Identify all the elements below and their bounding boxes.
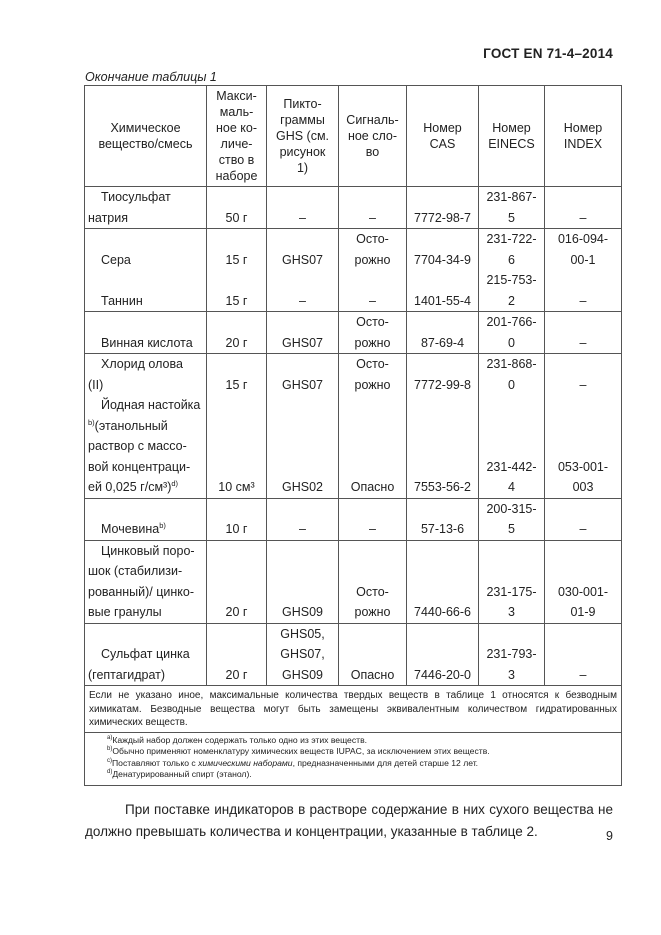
table-row [85, 395, 622, 498]
cell-index: – [545, 623, 622, 686]
cell-index: – [545, 187, 622, 229]
table-row [85, 540, 622, 623]
col-header-cas: Номер CAS [407, 86, 479, 187]
col-header-index: Номер INDEX [545, 86, 622, 187]
cell-quantity: 20 г [207, 312, 267, 354]
cell-index: 030-001- 01-9 [545, 540, 622, 623]
cell-einecs: 231-867- 5 [479, 187, 545, 229]
table-row [85, 312, 622, 354]
cell-substance: Цинковый поро- шок (стабилизи- рованный)/ цинко- вые гранулы [85, 540, 207, 623]
cell-signal-word: – [339, 270, 407, 312]
cell-einecs: 201-766- 0 [479, 312, 545, 354]
cell-index: – [545, 312, 622, 354]
cell-quantity: 10 см³ [207, 395, 267, 498]
cell-einecs: 231-442- 4 [479, 395, 545, 498]
cell-einecs: 215-753- 2 [479, 270, 545, 312]
table-caption: Окончание таблицы 1 [85, 70, 217, 84]
cell-cas: 7704-34-9 [407, 229, 479, 271]
table-footnotes [85, 732, 622, 785]
col-header-quantity: Макси- маль- ное ко- личе- ство в наборе [207, 86, 267, 187]
footnote-c: $^{c)}$Поставляют только с химическими наборами, предназначенными для детей старше 12 лет. [107, 757, 479, 768]
cell-substance: Мочевина$^{b)}$ [85, 498, 207, 540]
cell-pictograms: – [267, 187, 339, 229]
cell-substance: Йодная настойка $^{b)}$(этанольный раствор с массо- вой концентраци- ей 0,025 г/см³)$^{d)}$ [85, 395, 207, 498]
footnote-d: $^{d)}$Денатурированный спирт (этанол). [107, 769, 252, 779]
cell-einecs: 200-315- 5 [479, 498, 545, 540]
col-header-einecs: Номер EINECS [479, 86, 545, 187]
cell-cas: 7553-56-2 [407, 395, 479, 498]
cell-pictograms: GHS07 [267, 229, 339, 271]
cell-pictograms: GHS05, GHS07, GHS09 [267, 623, 339, 686]
page-number: 9 [606, 829, 613, 843]
table-row [85, 270, 622, 312]
body-paragraph: При поставке индикаторов в растворе содержание в них сухого вещества не должно превышать количества и концентрации, указанные в таблице 2. [85, 802, 613, 839]
cell-signal-word: Осто- рожно [339, 229, 407, 271]
cell-pictograms: GHS07 [267, 312, 339, 354]
table-row [85, 498, 622, 540]
cell-quantity: 20 г [207, 623, 267, 686]
table-header-row [85, 86, 622, 187]
col-header-signal-word: Сигналь- ное сло- во [339, 86, 407, 187]
cell-substance: Тиосульфат натрия [85, 187, 207, 229]
cell-substance: Винная кислота [85, 312, 207, 354]
cell-quantity: 15 г [207, 229, 267, 271]
col-header-pictograms: Пикто- граммы GHS (см. рисунок 1) [267, 86, 339, 187]
cell-pictograms: – [267, 270, 339, 312]
table-row [85, 187, 622, 229]
cell-index: – [545, 354, 622, 396]
cell-pictograms: GHS09 [267, 540, 339, 623]
cell-signal-word: Осто- рожно [339, 354, 407, 396]
cell-cas: 7772-98-7 [407, 187, 479, 229]
cell-quantity: 10 г [207, 498, 267, 540]
cell-pictograms: GHS02 [267, 395, 339, 498]
document-code: ГОСТ EN 71-4–2014 [483, 46, 613, 61]
cell-index: – [545, 270, 622, 312]
cell-pictograms: GHS07 [267, 354, 339, 396]
cell-signal-word: Осто- рожно [339, 540, 407, 623]
cell-quantity: 20 г [207, 540, 267, 623]
cell-signal-word: Опасно [339, 395, 407, 498]
cell-einecs: 231-175- 3 [479, 540, 545, 623]
cell-signal-word: Опасно [339, 623, 407, 686]
footnote-a: $^{a)}$Каждый набор должен содержать только одно из этих веществ. [107, 734, 368, 745]
cell-einecs: 231-793- 3 [479, 623, 545, 686]
cell-cas: 57-13-6 [407, 498, 479, 540]
cell-cas: 7446-20-0 [407, 623, 479, 686]
cell-cas: 7772-99-8 [407, 354, 479, 396]
cell-quantity: 50 г [207, 187, 267, 229]
cell-einecs: 231-722- 6 [479, 229, 545, 271]
table-note: Если не указано иное, максимальные количества твердых веществ в таблице 1 относятся к безводным химикатам. Безводные вещества могут быть замещены эквивалентным количеством гидратированных химических веществ. [85, 686, 622, 733]
cell-substance: Хлорид олова (II) [85, 354, 207, 396]
cell-index: 053-001- 003 [545, 395, 622, 498]
cell-quantity: 15 г [207, 270, 267, 312]
cell-substance: Сера [85, 229, 207, 271]
cell-signal-word: Осто- рожно [339, 312, 407, 354]
table-row [85, 623, 622, 686]
cell-cas: 7440-66-6 [407, 540, 479, 623]
cell-substance: Таннин [85, 270, 207, 312]
chemicals-table [84, 85, 622, 786]
cell-index: – [545, 498, 622, 540]
cell-signal-word: – [339, 498, 407, 540]
cell-pictograms: – [267, 498, 339, 540]
cell-quantity: 15 г [207, 354, 267, 396]
cell-index: 016-094- 00-1 [545, 229, 622, 271]
cell-cas: 87-69-4 [407, 312, 479, 354]
table-row [85, 354, 622, 396]
cell-signal-word: – [339, 187, 407, 229]
cell-einecs: 231-868- 0 [479, 354, 545, 396]
cell-substance: Сульфат цинка (гептагидрат) [85, 623, 207, 686]
col-header-substance: Химическое вещество/смесь [85, 86, 207, 187]
footnote-b: $^{b)}$Обычно применяют номенклатуру химических веществ IUPAC, за исключением этих веществ. [107, 746, 490, 756]
table-row [85, 229, 622, 271]
cell-cas: 1401-55-4 [407, 270, 479, 312]
